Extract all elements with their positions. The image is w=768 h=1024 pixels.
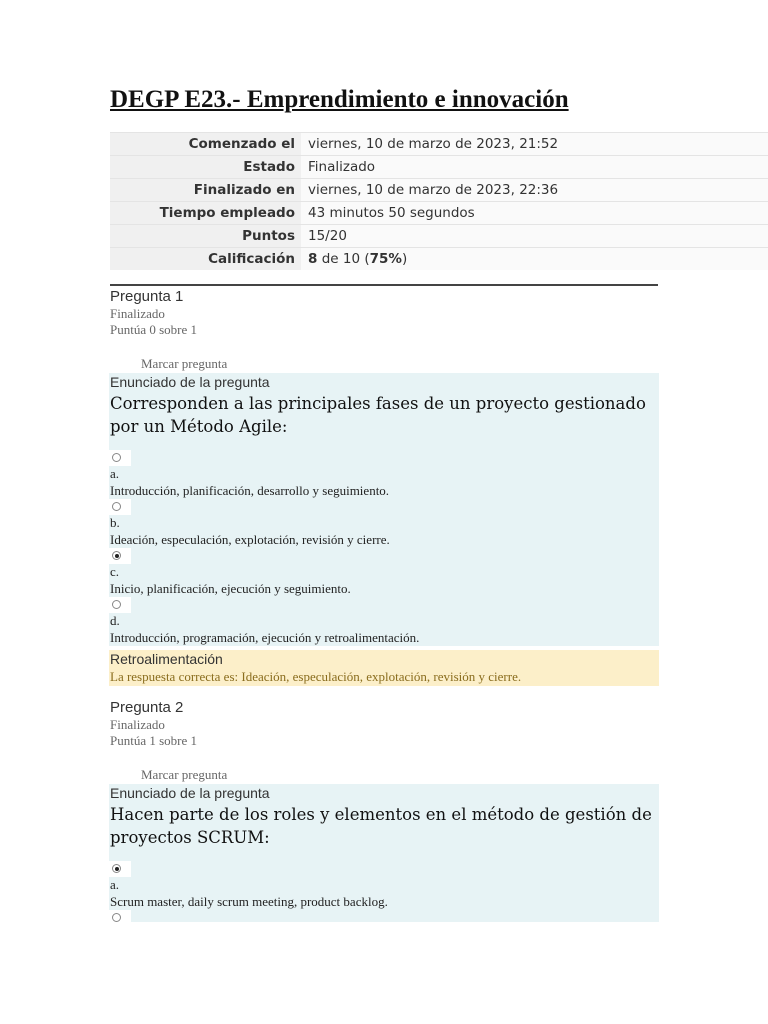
answer-option[interactable] bbox=[109, 861, 659, 910]
feedback-label: Retroalimentación bbox=[110, 651, 223, 667]
feedback-text: La respuesta correcta es: Ideación, especulación, explotación, revisión y cierre. bbox=[110, 669, 522, 684]
radio-button[interactable] bbox=[112, 913, 121, 922]
radio-button-selected[interactable] bbox=[112, 551, 121, 560]
summary-value: 15/20 bbox=[301, 225, 768, 248]
summary-row bbox=[110, 202, 768, 225]
summary-divider bbox=[110, 284, 658, 286]
grade-out-of: de 10 ( bbox=[317, 251, 370, 267]
radio-button[interactable] bbox=[112, 600, 121, 609]
summary-label: Finalizado en bbox=[110, 179, 301, 202]
question-content bbox=[109, 373, 659, 646]
grade-value: 8 bbox=[308, 251, 318, 267]
summary-value: 43 minutos 50 segundos bbox=[301, 202, 768, 225]
option-letter: a. bbox=[110, 877, 120, 892]
flag-question-link[interactable]: Marcar pregunta bbox=[141, 767, 228, 782]
summary-row bbox=[110, 179, 768, 202]
summary-value: viernes, 10 de marzo de 2023, 22:36 bbox=[301, 179, 768, 202]
question-state: Finalizado bbox=[110, 306, 165, 321]
answer-option[interactable] bbox=[109, 910, 659, 926]
radio-button[interactable] bbox=[112, 453, 121, 462]
grade-percent: 75% bbox=[369, 251, 402, 267]
answer-option[interactable] bbox=[109, 499, 659, 548]
question-label: Enunciado de la pregunta bbox=[110, 785, 270, 801]
radio-button[interactable] bbox=[112, 502, 121, 511]
summary-value: Finalizado bbox=[301, 156, 768, 179]
page-title: DEGP E23.- Emprendimiento e innovación bbox=[110, 86, 569, 113]
option-text: Ideación, especulación, explotación, revisión y cierre. bbox=[110, 532, 390, 547]
question-info bbox=[110, 699, 197, 749]
question-info bbox=[110, 288, 197, 338]
question-content bbox=[109, 784, 659, 922]
answer-option[interactable] bbox=[109, 548, 659, 597]
summary-row bbox=[110, 133, 768, 156]
question-label: Enunciado de la pregunta bbox=[110, 374, 270, 390]
option-letter: c. bbox=[110, 564, 120, 579]
question-grade: Puntúa 1 sobre 1 bbox=[110, 733, 198, 748]
question-number: Pregunta 2 bbox=[110, 699, 184, 716]
summary-label: Estado bbox=[110, 156, 301, 179]
option-text: Inicio, planificación, ejecución y seguimiento. bbox=[110, 581, 351, 596]
summary-label: Puntos bbox=[110, 225, 301, 248]
summary-label: Comenzado el bbox=[110, 133, 301, 156]
radio-button-selected[interactable] bbox=[112, 864, 121, 873]
option-letter: a. bbox=[110, 466, 120, 481]
option-text: Introducción, programación, ejecución y retroalimentación. bbox=[110, 630, 420, 645]
answer-option[interactable] bbox=[109, 450, 659, 499]
option-text: Introducción, planificación, desarrollo y seguimiento. bbox=[110, 483, 390, 498]
question-state: Finalizado bbox=[110, 717, 165, 732]
summary-label: Tiempo empleado bbox=[110, 202, 301, 225]
summary-row bbox=[110, 156, 768, 179]
summary-label: Calificación bbox=[110, 248, 301, 271]
grade-close: ) bbox=[401, 251, 408, 267]
summary-value bbox=[301, 248, 768, 271]
question-grade: Puntúa 0 sobre 1 bbox=[110, 322, 198, 337]
option-text: Scrum master, daily scrum meeting, product backlog. bbox=[110, 894, 388, 909]
question-number: Pregunta 1 bbox=[110, 288, 184, 305]
summary-row bbox=[110, 248, 768, 271]
flag-question-link[interactable]: Marcar pregunta bbox=[141, 356, 228, 371]
option-letter: d. bbox=[110, 613, 120, 628]
summary-row bbox=[110, 225, 768, 248]
answer-option[interactable] bbox=[109, 597, 659, 646]
attempt-summary-table bbox=[110, 132, 768, 270]
question-text: Corresponden a las principales fases de un proyecto gestionado por un Método Agile: bbox=[110, 394, 646, 436]
question-text: Hacen parte de los roles y elementos en el método de gestión de proyectos SCRUM: bbox=[110, 805, 652, 847]
summary-value: viernes, 10 de marzo de 2023, 21:52 bbox=[301, 133, 768, 156]
option-letter: b. bbox=[110, 515, 120, 530]
feedback-box bbox=[109, 650, 659, 686]
